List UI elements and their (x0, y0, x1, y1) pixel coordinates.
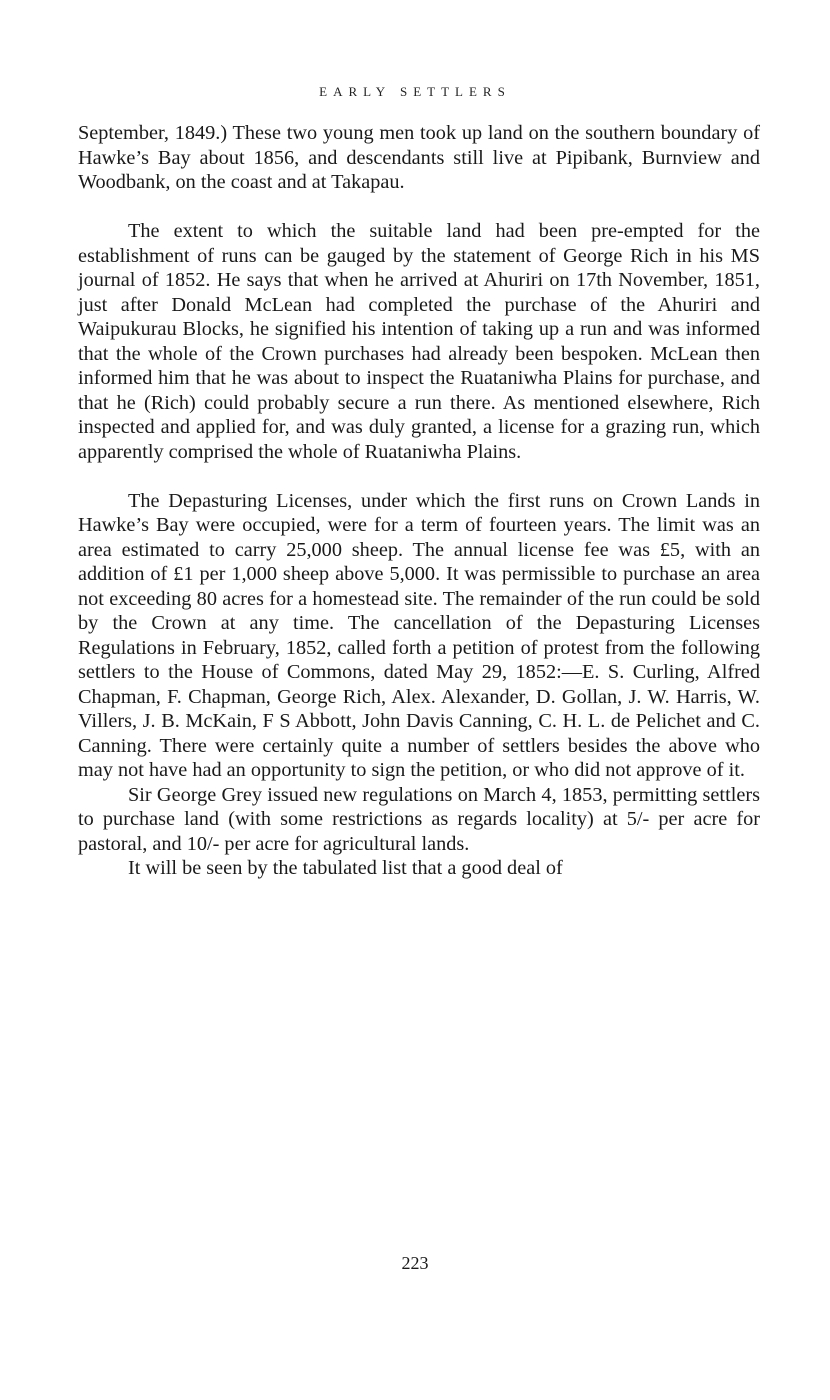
running-head: EARLY SETTLERS (319, 84, 511, 99)
paragraph-continuation: September, 1849.) These two young men took up land on the southern boundary of Hawke’s Bay about 1856, and descendants still live at Pipibank, Burnview and Woodbank, on the coast and at Takapau. (78, 122, 760, 193)
page-number: 223 (401, 1253, 429, 1273)
paragraph-grey-regulations: Sir George Grey issued new regulations on March 4, 1853, permitting settlers to purchase land (with some restrictions as regards locality) at 5/- per acre for pastoral, and 10/- per acre for agricultural lands. (78, 783, 760, 855)
paragraph-depasturing-licenses: The Depasturing Licenses, under which the first runs on Crown Lands in Hawke’s Bay were occupied, were for a term of fourteen years. The limit was an area estimated to carry 25,000 sheep. The annual license fee was £5, with an addition of £1 per 1,000 sheep above 5,000. It was permissible to purchase an area not exceeding 80 acres for a homestead site. The remainder of the run could be sold by the Crown at any time. The cancellation of the Depasturing Licenses Regulations in February, 1852, called forth a petition of protest from the following settlers to the House of Commons, dated May 29, 1852:—E. S. Curling, Alfred Chapman, F. Chapman, George Rich, Alex. Alexander, D. Gollan, J. W. Harris, W. Villers, J. B. McKain, F S Abbott, John Davis Canning, C. H. L. de Pelichet and C. Canning. There were certainly quite a number of settlers besides the above who may not have had an opportunity to sign the petition, or who did not approve of it. (78, 489, 760, 781)
paragraph-rich-journal: The extent to which the suitable land had been pre-empted for the establishment of runs can be gauged by the statement of George Rich in his MS journal of 1852. He says that when he arrived at Ahuriri on 17th November, 1851, just after Donald McLean had completed the purchase of the Ahuriri and Waipukurau Blocks, he signified his intention of taking up a run and was informed that the whole of the Crown purchases had already been bespoken. McLean then informed him that he was about to inspect the Ruataniwha Plains for purchase, and that he (Rich) could probably secure a run there. As mentioned elsewhere, Rich inspected and applied for, and was duly granted, a license for a grazing run, which apparently comprised the whole of Ruataniwha Plains. (78, 220, 760, 463)
paragraph-gap (78, 195, 760, 220)
body-text (78, 121, 760, 881)
paragraph-gap (78, 464, 760, 489)
paragraph-tabulated-list: It will be seen by the tabulated list that a good deal of (128, 857, 563, 879)
